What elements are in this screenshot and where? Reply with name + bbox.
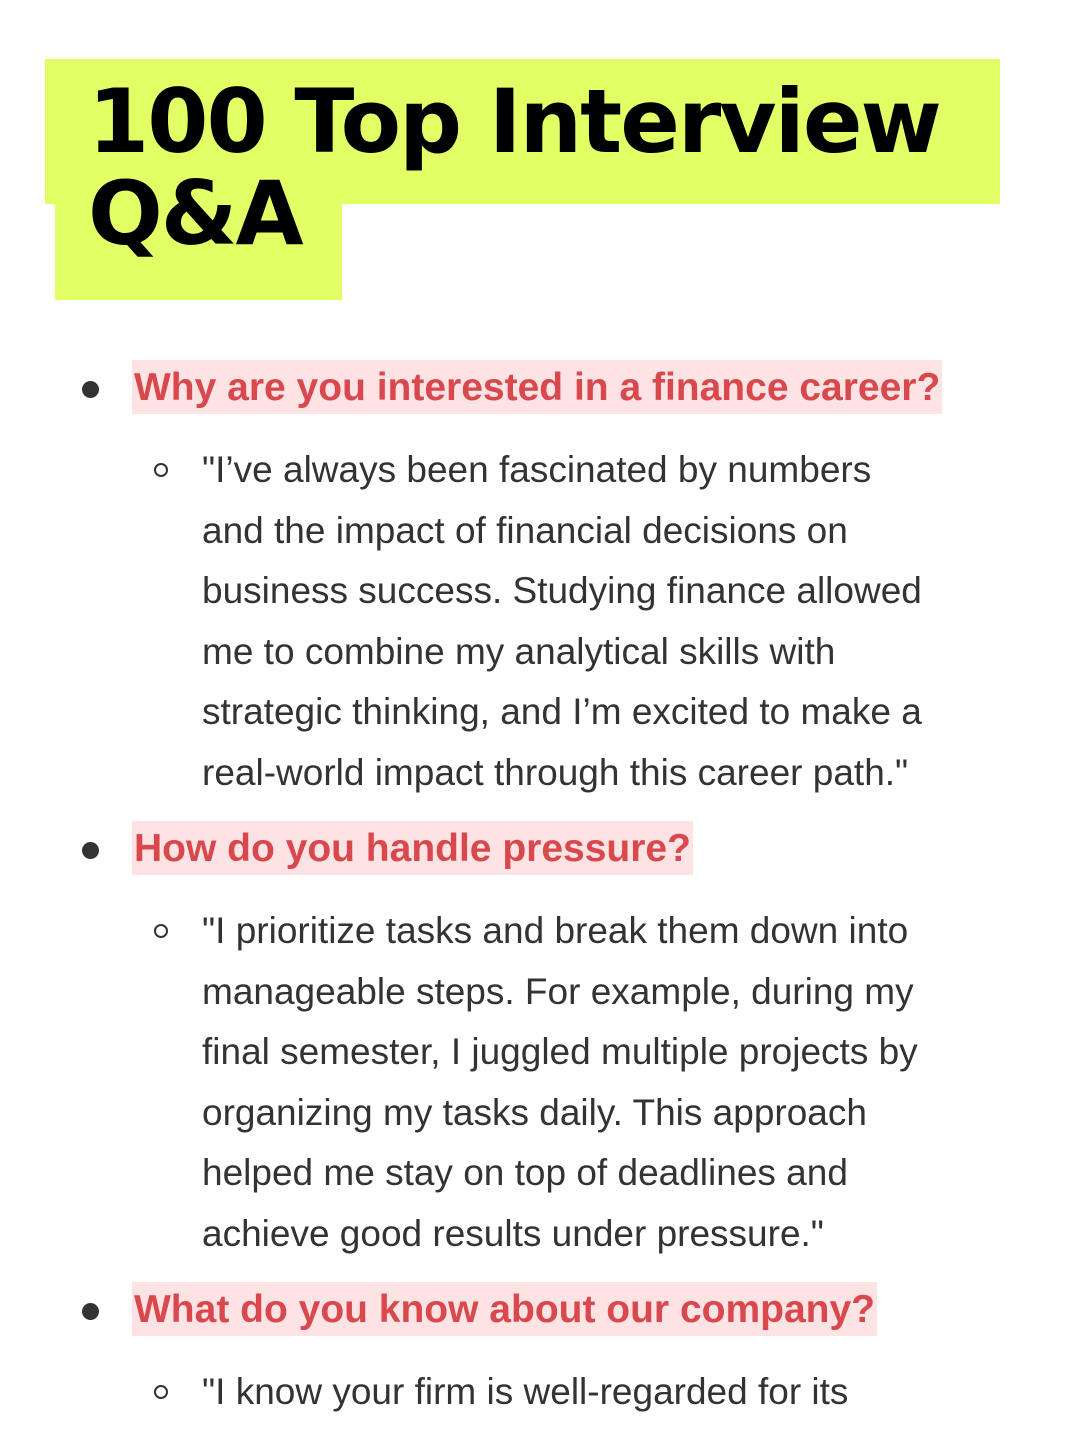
answer-line: "I know your firm is well-regarded for its [202, 1371, 849, 1412]
answer-line: real-world impact through this career path." [202, 751, 909, 793]
answer-row [132, 440, 1080, 803]
answer-line: helped me stay on top of deadlines and [202, 1152, 848, 1193]
question-text: Why are you interested in a finance career? [132, 360, 942, 414]
answer-text [202, 901, 1022, 1264]
question-row [132, 360, 1080, 420]
question-text: How do you handle pressure? [132, 821, 693, 875]
answer-line: final semester, I juggled multiple projects by [202, 1031, 918, 1072]
answer-line: "I prioritize tasks and break them down into [202, 910, 909, 951]
question-row [132, 1282, 1080, 1342]
bullet-disc-icon [82, 842, 99, 859]
bullet-circle-icon [154, 924, 168, 938]
qa-item [0, 1282, 1080, 1423]
bullet-circle-icon [154, 463, 168, 477]
answer-row [132, 1362, 1080, 1423]
question-text: What do you know about our company? [132, 1282, 877, 1336]
answer-text [202, 440, 1022, 803]
answer-line: business success. Studying finance allowed [202, 570, 922, 611]
answer-line: and the impact of financial decisions on [202, 509, 848, 551]
answer-line: manageable steps. For example, during my [202, 970, 914, 1012]
page-title-line-1: 100 Top Interview [88, 70, 940, 173]
qa-list [0, 360, 1080, 1441]
page-title-line-2: Q&A [88, 162, 302, 265]
answer-row [132, 901, 1080, 1264]
qa-item [0, 821, 1080, 1264]
page-title [88, 70, 1028, 265]
qa-item [0, 360, 1080, 803]
answer-line: organizing my tasks daily. This approach [202, 1091, 867, 1133]
bullet-disc-icon [82, 1303, 99, 1320]
answer-line: strategic thinking, and I’m excited to make a [202, 691, 922, 732]
answer-line: achieve good results under pressure." [202, 1212, 824, 1254]
answer-line: "I’ve always been fascinated by numbers [202, 449, 872, 490]
question-row [132, 821, 1080, 881]
bullet-disc-icon [82, 381, 99, 398]
bullet-circle-icon [154, 1385, 168, 1399]
answer-text [202, 1362, 1022, 1423]
answer-line: me to combine my analytical skills with [202, 630, 836, 672]
